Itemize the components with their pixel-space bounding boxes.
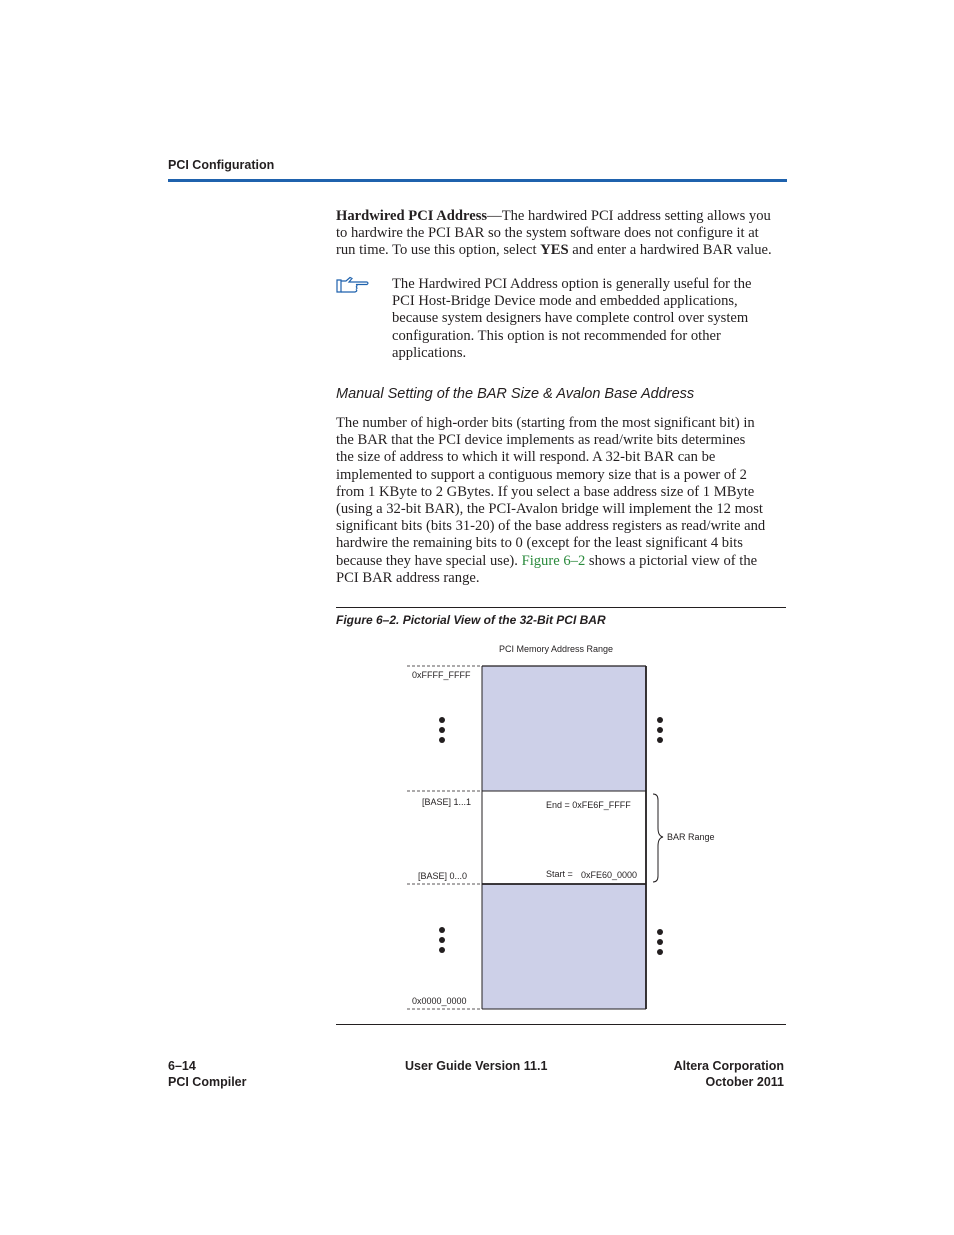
base-upper-label: [BASE] 1...1: [422, 797, 472, 807]
lower-memory-block: [482, 884, 646, 1009]
main-paragraph: [336, 415, 788, 587]
text-line: The number of high-order bits (starting from the most significant bit) in: [336, 415, 755, 431]
page-number: 6–14: [168, 1059, 196, 1073]
bar-range-label: BAR Range: [667, 832, 715, 842]
figure-bottom-rule: [336, 1024, 786, 1025]
text-line: shows a pictorial view of the: [585, 552, 758, 569]
hardwired-term: Hardwired PCI Address: [336, 208, 488, 224]
text-line: from 1 KByte to 2 GBytes. If you select a base address size of 1 MByte: [336, 483, 755, 500]
upper-memory-block: [482, 666, 646, 791]
guide-version: User Guide Version 11.1: [405, 1059, 548, 1073]
addr-top-label: 0xFFFF_FFFF: [412, 670, 471, 680]
footer-center: [405, 1059, 547, 1075]
company-name: Altera Corporation: [673, 1059, 784, 1073]
text-line: applications.: [392, 344, 467, 361]
text-line: hardwire the remaining bits to 0 (except for the least significant 4 bits: [336, 535, 743, 552]
text-line: the BAR that the PCI device implements as read/write bits determines: [336, 432, 746, 449]
publish-date: October 2011: [705, 1074, 784, 1089]
end-address-label: End = 0xFE6F_FFFF: [546, 800, 631, 810]
text-line: PCI Host-Bridge Device mode and embedded applications,: [392, 293, 738, 310]
figure-caption: Figure 6–2. Pictorial View of the 32-Bit PCI BAR: [336, 613, 606, 627]
footer-left: [168, 1059, 247, 1090]
text-line: (using a 32-bit BAR), the PCI-Avalon bridge will implement the 12 most: [336, 501, 763, 518]
ellipsis-dots-icon: [439, 717, 445, 953]
text-line: implemented to support a contiguous memory size that is a power of 2: [336, 466, 747, 483]
section-heading: Manual Setting of the BAR Size & Avalon Base Address: [336, 386, 695, 402]
figure-top-rule: [336, 607, 786, 608]
bar-diagram: [395, 640, 735, 1015]
text-line: because system designers have complete control over system: [392, 310, 749, 327]
note-text: [392, 276, 782, 362]
text-line: and enter a hardwired BAR value.: [568, 242, 772, 259]
text-line: the size of address to which it will respond. A 32-bit BAR can be: [336, 449, 716, 466]
figure-link[interactable]: Figure 6–2: [521, 552, 586, 569]
bar-range-brace-icon: [653, 794, 663, 882]
footer-right: [674, 1059, 784, 1090]
text-line: to hardwire the PCI BAR so the system software does not configure it at: [336, 225, 759, 242]
text-line: significant bits (bits 31-20) of the base address registers as read/write and: [336, 518, 766, 535]
text-line: run time. To use this option, select: [336, 242, 541, 259]
pointing-hand-icon: [336, 276, 370, 294]
text-line: because they have special use).: [336, 552, 522, 569]
text-line: configuration. This option is not recommended for other: [392, 327, 721, 344]
start-address-value: 0xFE60_0000: [581, 870, 638, 880]
text-line: PCI BAR address range.: [336, 569, 480, 586]
running-header: PCI Configuration: [168, 158, 275, 172]
hardwired-paragraph: [336, 208, 788, 260]
text-line: The Hardwired PCI Address option is generally useful for the: [392, 276, 752, 292]
yes-keyword: YES: [540, 242, 569, 259]
header-rule: [168, 179, 787, 182]
addr-bottom-label: 0x0000_0000: [412, 996, 467, 1006]
product-name: PCI Compiler: [168, 1074, 247, 1089]
text-line: —The hardwired PCI address setting allows you: [487, 208, 771, 224]
start-label: Start =: [546, 869, 573, 879]
base-lower-label: [BASE] 0...0: [418, 871, 468, 881]
memory-range-label: PCI Memory Address Range: [499, 644, 614, 654]
